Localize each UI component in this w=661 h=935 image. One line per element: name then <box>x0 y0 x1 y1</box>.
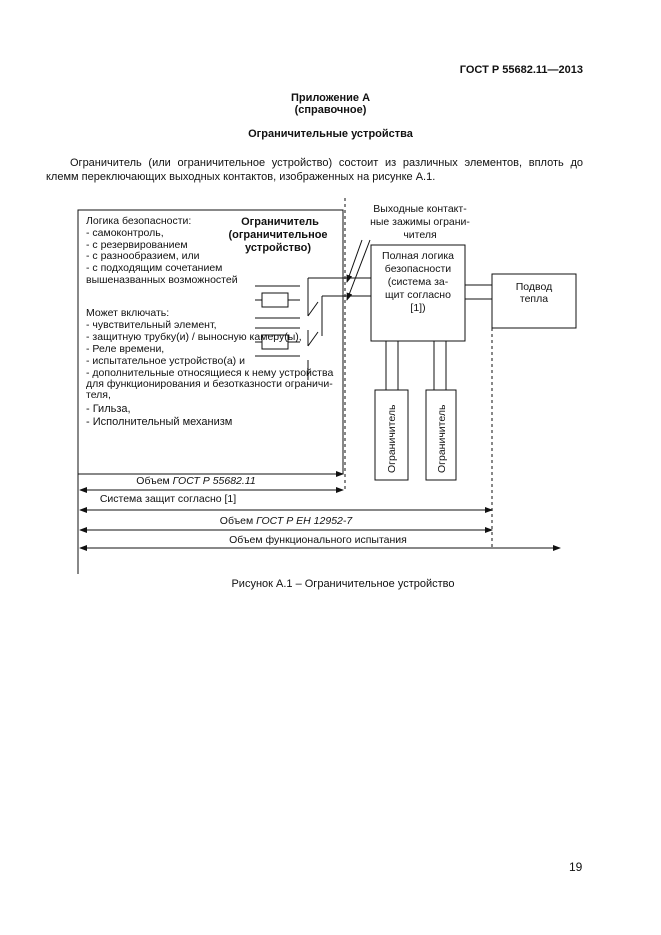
logic-line-5: вышеназванных возможностей <box>86 274 238 286</box>
box-title-2: (ограничительное <box>228 229 328 241</box>
functional-test-label: Объем функционального испытания <box>229 534 407 546</box>
full-logic-1: безопасности <box>384 263 452 275</box>
full-logic-0: Полная логика <box>382 250 454 262</box>
box-title-1: Ограничитель <box>241 216 319 228</box>
extra-line-1: - Исполнительный механизм <box>86 416 233 428</box>
scope-en-prefix: Объем <box>219 515 257 527</box>
figure-caption: Рисунок А.1 – Ограничительное устройство <box>231 578 455 590</box>
limiter-label-b: Ограничитель <box>436 404 448 473</box>
include-line-0: Может включать: <box>86 307 170 319</box>
output-label-0: Выходные контакт- <box>373 203 467 215</box>
scope-gost-prefix: Объем <box>136 475 173 487</box>
scope-en-ref: ГОСТ Р ЕН 12952-7 <box>256 515 353 527</box>
full-logic-3: щит согласно <box>385 289 451 301</box>
scope-gost-label <box>136 475 255 487</box>
scope-en-label <box>220 515 354 527</box>
scope-gost-ref: ГОСТ Р 55682.11 <box>172 475 256 487</box>
relay-coil-1 <box>262 293 288 307</box>
protection-system-label: Система защит согласно [1] <box>99 493 237 505</box>
annex-title: Приложение А <box>290 92 371 104</box>
output-label-1: ные зажимы ограни- <box>370 216 470 228</box>
page-number: 19 <box>569 860 583 874</box>
include-line-3: - Реле времени, <box>86 343 165 355</box>
include-line-4: - испытательное устройство(а) и <box>86 355 245 367</box>
heat-supply-0: Подвод <box>515 281 553 293</box>
intro-paragraph: Ограничитель (или ограничительное устройство) состоит из различных элементов, вплоть до клемм переключающих выходных контактов, изображенных на рисунке А.1. <box>46 157 583 183</box>
logic-line-0: Логика безопасности: <box>86 215 192 227</box>
include-line-2: - защитную трубку(и) / выносную камеру(ы), <box>86 331 302 343</box>
limiter-label-a: Ограничитель <box>386 404 398 473</box>
logic-line-3: - с разнообразием, или <box>86 250 200 262</box>
output-label-2: чителя <box>403 229 437 241</box>
include-line-6: для функционирования и безотказности ограничи- <box>86 378 333 390</box>
include-line-7: теля, <box>86 389 111 401</box>
annex-subtitle: (справочное) <box>294 104 367 116</box>
standard-header: ГОСТ Р 55682.11—2013 <box>459 64 583 76</box>
logic-line-2: - с резервированием <box>86 239 188 251</box>
logic-line-4: - с подходящим сочетанием <box>86 262 223 274</box>
full-logic-4: [1]) <box>410 302 426 314</box>
include-line-5: - дополнительные относящиеся к нему устройства <box>86 367 334 379</box>
extra-line-0: - Гильза, <box>86 403 131 415</box>
logic-line-1: - самоконтроль, <box>86 227 164 239</box>
section-title: Ограничительные устройства <box>248 128 413 140</box>
heat-supply-1: тепла <box>519 293 549 305</box>
box-title-3: устройство) <box>244 242 312 254</box>
full-logic-2: (система за- <box>387 276 449 288</box>
include-line-1: - чувствительный элемент, <box>86 319 217 331</box>
